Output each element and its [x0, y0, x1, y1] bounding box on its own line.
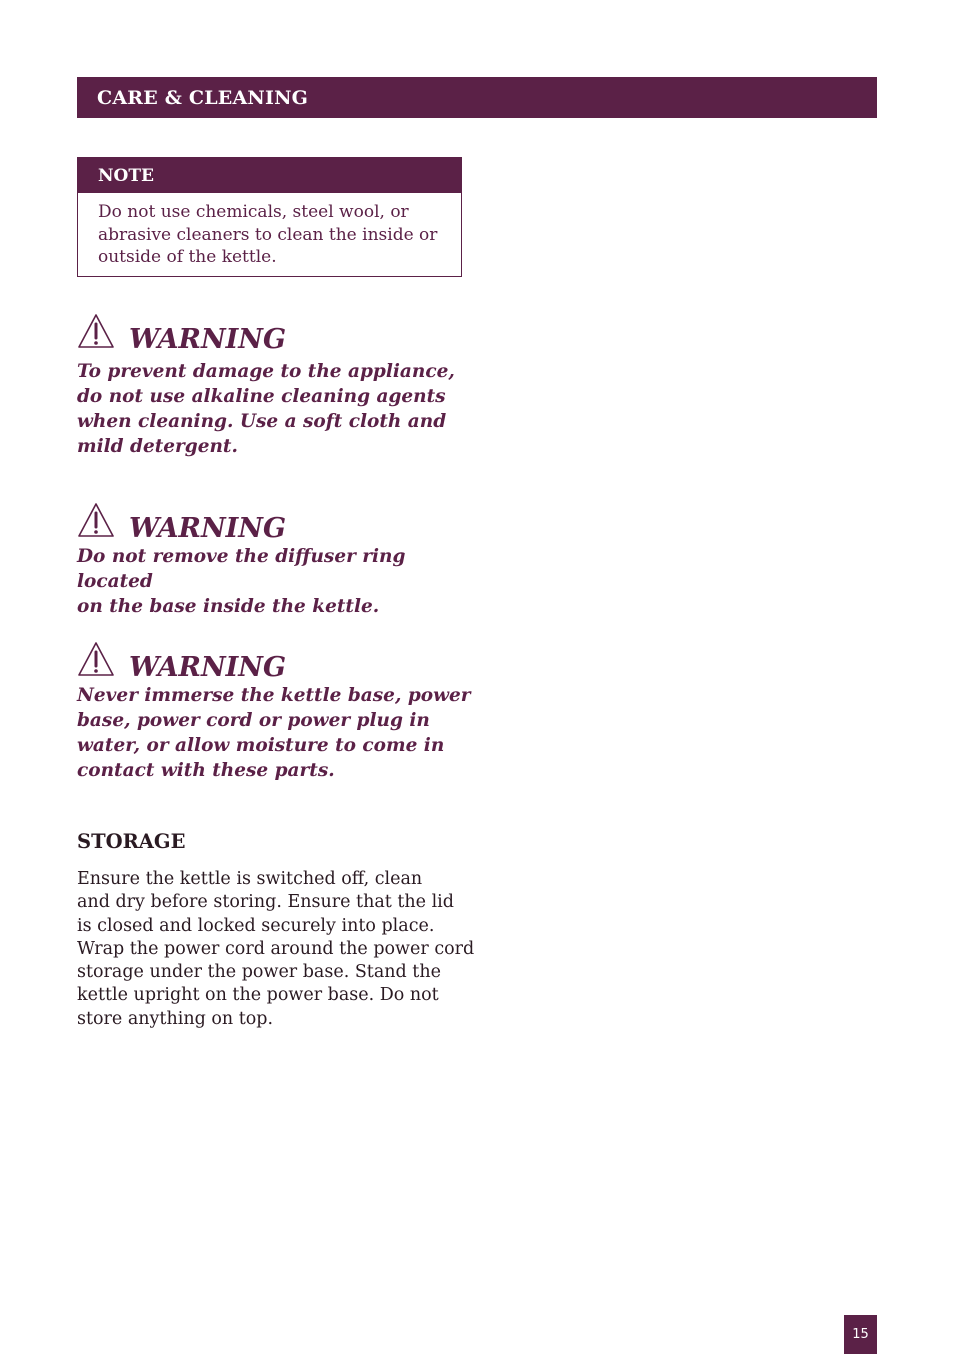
note-box — [77, 157, 462, 277]
storage-heading: STORAGE — [77, 830, 186, 853]
warning-triangle-icon — [77, 502, 115, 538]
warning-heading — [77, 637, 477, 683]
section-header-title: CARE & CLEANING — [97, 86, 309, 109]
warning-heading — [77, 498, 477, 544]
storage-text: Ensure the kettle is switched off, clean and dry before storing. Ensure that the lid is closed and locked securely into place. Wrap the power cord around the power cord storage under the power base. Stand the kettle upright on the power base. Do not store anything on top. — [77, 869, 475, 1029]
warning-triangle-icon — [77, 641, 115, 677]
warning-heading — [77, 309, 477, 355]
warning-label: WARNING — [129, 513, 287, 544]
note-text: Do not use chemicals, steel wool, or abrasive cleaners to clean the inside or outside of the kettle. — [98, 202, 438, 267]
warning-block-1 — [77, 309, 477, 459]
warning-text: To prevent damage to the appliance, do not use alkaline cleaning agents when cleaning. Use a soft cloth and mild detergent. — [77, 361, 455, 457]
note-title: NOTE — [78, 158, 461, 193]
warning-label: WARNING — [129, 324, 287, 355]
warning-block-3 — [77, 637, 477, 783]
warning-triangle-icon — [77, 313, 115, 349]
page-number — [844, 1315, 877, 1354]
warning-text: Never immerse the kettle base, power base, power cord or power plug in water, or allow moisture to come in contact with these parts. — [77, 685, 471, 781]
warning-text: Do not remove the diffuser ring located on the base inside the kettle. — [77, 546, 406, 617]
section-header — [77, 77, 877, 118]
warning-label: WARNING — [129, 652, 287, 683]
warning-block-2 — [77, 498, 477, 619]
page-number-label: 15 — [852, 1327, 869, 1342]
